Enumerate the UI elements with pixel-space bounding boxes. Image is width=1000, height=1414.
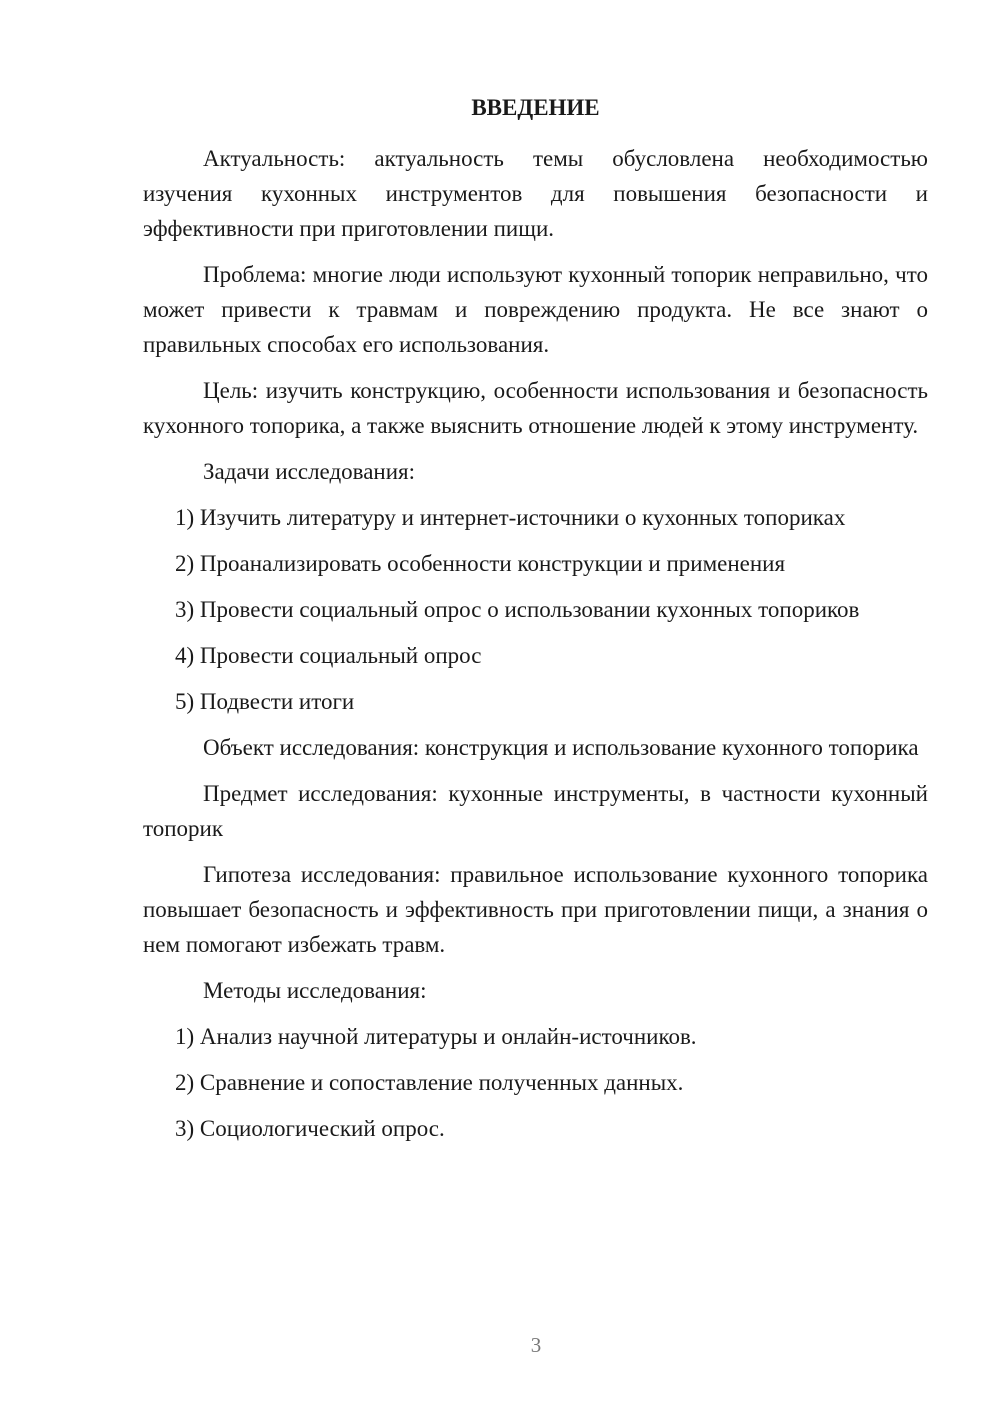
relevance-paragraph: Актуальность: актуальность темы обусловлена необходимостью изучения кухонных инструментов для повышения безопасности и эффективности при приготовлении пищи. [143,146,928,241]
tasks-heading: Задачи исследования: [203,459,416,484]
goal-paragraph: Цель: изучить конструкцию, особенности использования и безопасность кухонного топорика, а также выяснить отношение людей к этому инструменту. [143,378,928,438]
object-paragraph: Объект исследования: конструкция и использование кухонного топорика [203,735,919,760]
list-item: 4) Провести социальный опрос [175,643,482,668]
subject-paragraph: Предмет исследования: кухонные инструменты, в частности кухонный топорик [143,781,928,841]
list-item: 2) Сравнение и сопоставление полученных данных. [175,1070,684,1095]
list-item: 3) Социологический опрос. [175,1116,445,1141]
list-item: 5) Подвести итоги [175,689,355,714]
list-item: 1) Изучить литературу и интернет-источники о кухонных топориках [175,505,846,530]
list-item: 2) Проанализировать особенности конструкции и применения [175,551,786,576]
list-item: 1) Анализ научной литературы и онлайн-источников. [175,1024,697,1049]
page-number: 3 [530,1333,542,1357]
problem-paragraph: Проблема: многие люди используют кухонный топорик неправильно, что может привести к травмам и повреждению продукта. Не все знают о правильных способах его использования. [143,262,928,357]
list-item: 3) Провести социальный опрос о использовании кухонных топориков [175,597,860,622]
page-title: ВВЕДЕНИЕ [471,95,600,120]
tasks-list [143,500,928,719]
document-body [143,90,928,1157]
hypothesis-paragraph: Гипотеза исследования: правильное использование кухонного топорика повышает безопасность и эффективность при приготовлении пищи, а знания о нем помогают избежать травм. [143,862,928,957]
methods-heading: Методы исследования: [203,978,427,1003]
methods-list [143,1019,928,1146]
